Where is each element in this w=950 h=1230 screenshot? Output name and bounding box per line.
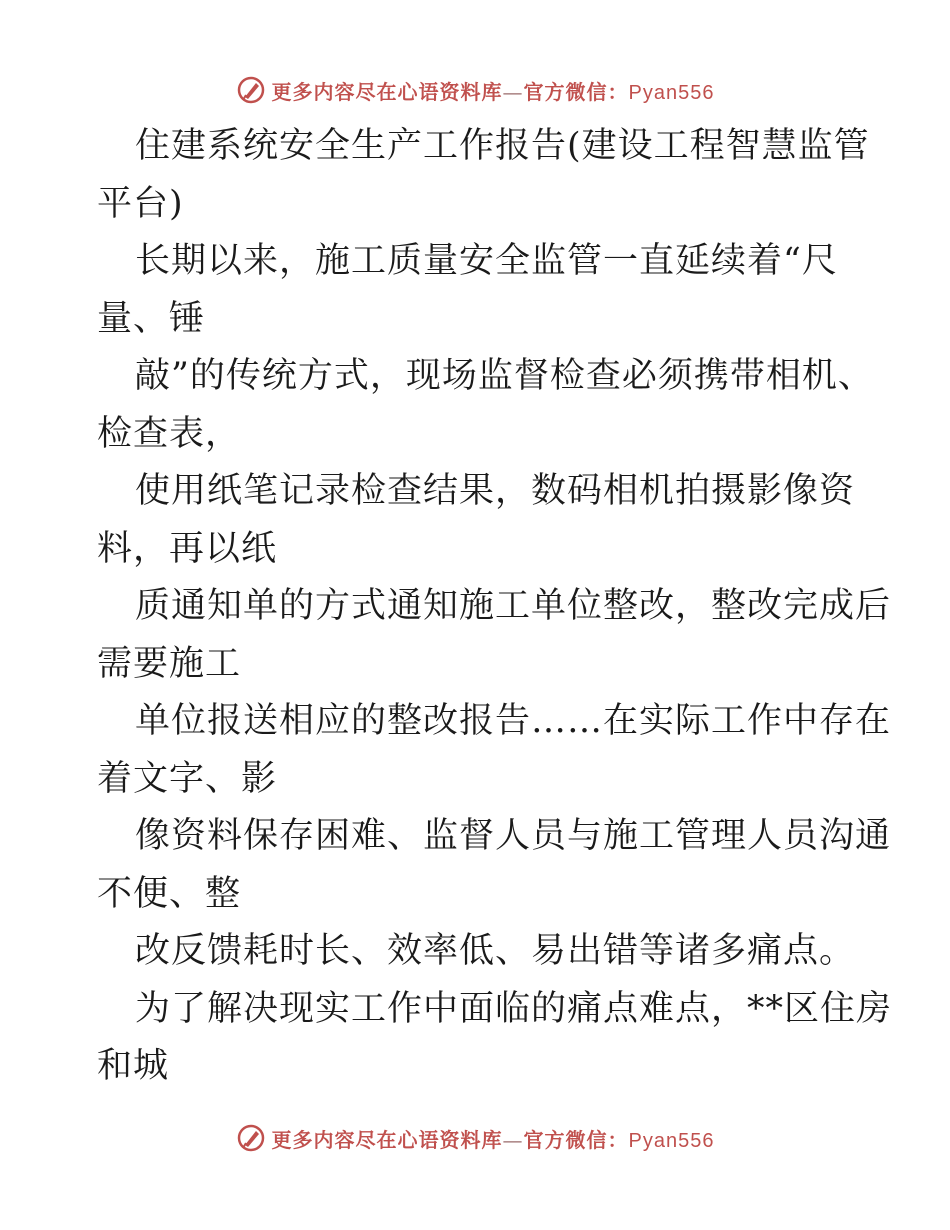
paragraph-line: 着文字、影 — [97, 758, 278, 799]
paragraph-line: 单位报送相应的整改报告……在实际工作中存在 — [135, 701, 892, 741]
paragraph-line: 长期以来，施工质量安全监管一直延续着“尺 — [135, 241, 838, 281]
paragraph-line: 为了解决现实工作中面临的痛点难点，**区住房 — [135, 988, 893, 1029]
pen-nib-circle-icon — [236, 1123, 266, 1153]
paragraph-line: 改反馈耗时长、效率低、易出错等诸多痛点。 — [135, 931, 856, 971]
paragraph-line: 和城 — [97, 1046, 170, 1086]
pen-nib-circle-icon — [236, 75, 266, 105]
watermark-text: 更多内容尽在心语资料库—官方微信：Pyan556 — [271, 1127, 715, 1152]
document-title: 住建系统安全生产工作报告(建设工程智慧监管 — [135, 126, 870, 166]
paragraph-line: 使用纸笔记录检查结果，数码相机拍摄影像资 — [135, 471, 856, 511]
paragraph-line: 敲”的传统方式，现场监督检查必须携带相机、 — [135, 356, 874, 396]
paragraph-line: 量、锤 — [97, 298, 206, 339]
header-watermark — [0, 70, 950, 110]
paragraph-line: 质通知单的方式通知施工单位整改，整改完成后 — [135, 586, 892, 626]
paragraph-line: 检查表， — [97, 413, 242, 454]
watermark-text: 更多内容尽在心语资料库—官方微信：Pyan556 — [271, 79, 715, 104]
document-title-cont: 平台) — [97, 183, 184, 224]
paragraph-line: 料，再以纸 — [97, 528, 278, 569]
paragraph-line: 需要施工 — [97, 643, 242, 684]
document-body — [97, 118, 893, 1096]
paragraph-line: 像资料保存困难、监督人员与施工管理人员沟通 — [135, 816, 892, 856]
paragraph-line: 不便、整 — [97, 873, 242, 914]
footer-watermark — [0, 1118, 950, 1158]
